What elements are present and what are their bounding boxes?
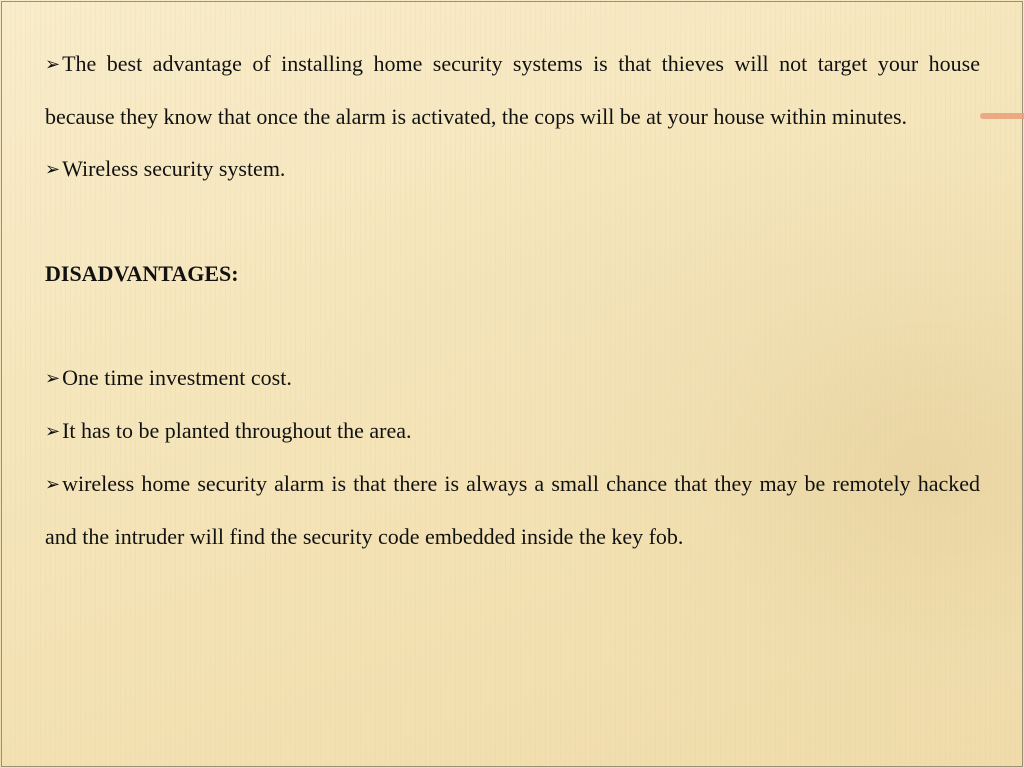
bullet-text: Wireless security system. [62,156,286,181]
bullet-text: It has to be planted throughout the area. [62,418,412,443]
arrow-bullet-icon: ➢ [45,54,61,75]
arrow-bullet-icon: ➢ [45,368,61,389]
arrow-bullet-icon: ➢ [45,159,61,180]
section-heading: DISADVANTAGES: [45,261,239,286]
bullet-text: The best advantage of installing home security systems is that thieves will not target your house because they know that once the alarm is activated, the cops will be at your house within minutes. [45,51,980,129]
slide-content [45,38,980,563]
arrow-bullet-icon: ➢ [45,474,61,495]
bullet-item-wireless [45,143,980,196]
bullet-item-cost [45,352,980,405]
decorative-stroke [980,113,1024,119]
bullet-text: wireless home security alarm is that there is always a small chance that they may be remotely hacked and the intruder will find the security code embedded inside the key fob. [45,471,980,549]
bullet-item-advantage [45,38,980,143]
bullet-item-planted [45,405,980,458]
bullet-text: One time investment cost. [62,365,292,390]
bullet-item-hacked [45,458,980,563]
arrow-bullet-icon: ➢ [45,421,61,442]
